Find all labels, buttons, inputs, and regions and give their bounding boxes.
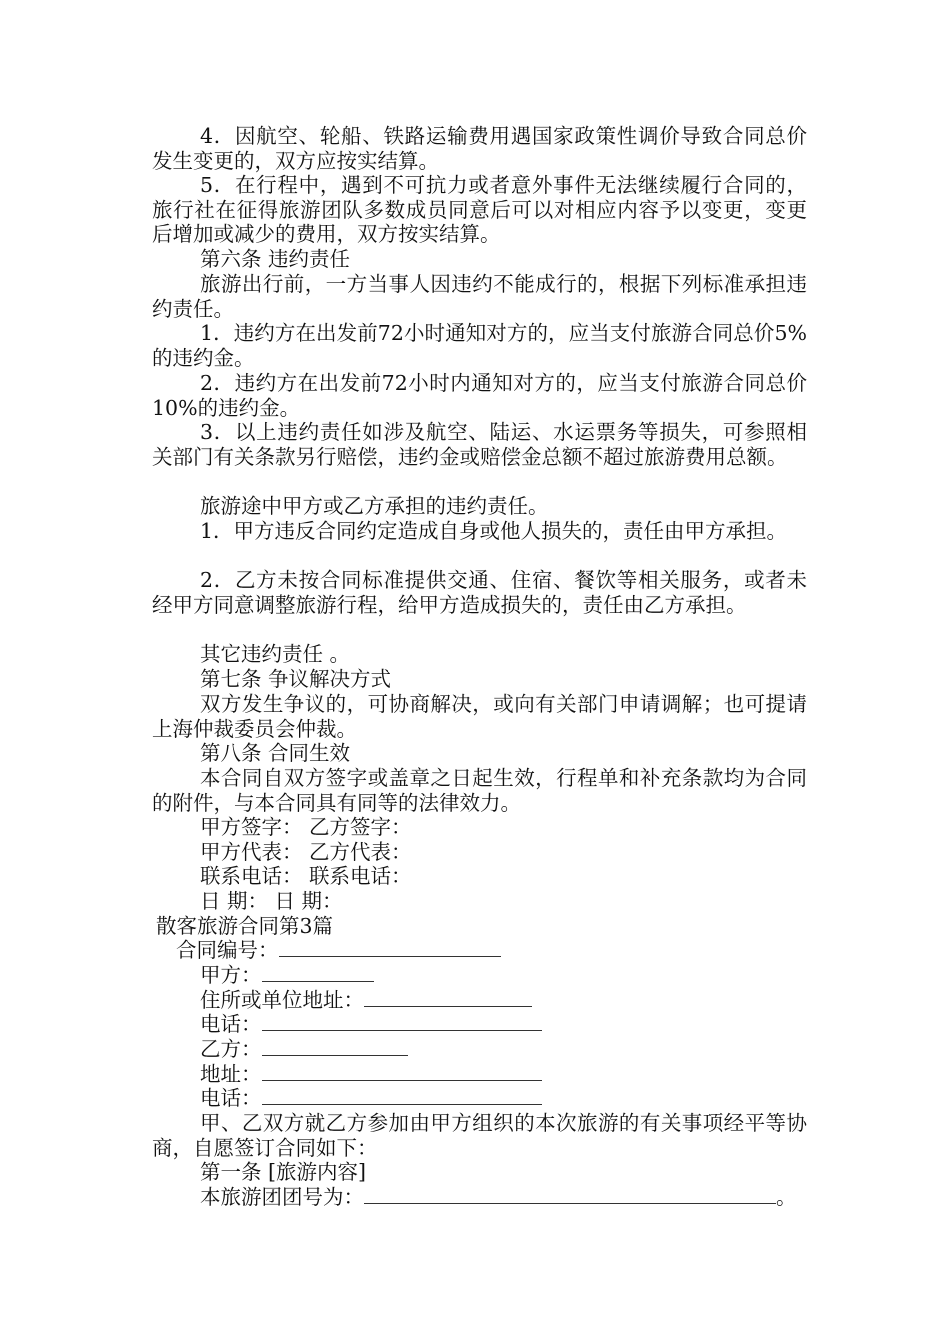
paragraph-clause-5-4: 4．因航空、轮船、铁路运输费用遇国家政策性调价导致合同总价发生变更的，双方应按实结算。 [152, 124, 807, 173]
field-phone-b [200, 1086, 542, 1111]
paragraph-agreement: 甲、乙双方就乙方参加由甲方组织的本次旅游的有关事项经平等协商，自愿签订合同如下： [152, 1111, 807, 1160]
paragraph-dispute: 双方发生争议的，可协商解决，或向有关部门申请调解；也可提请上海仲裁委员会仲裁。 [152, 692, 807, 741]
field-phone-a [200, 1012, 542, 1037]
party-a-blank [262, 963, 374, 982]
paragraph-in-trip-breach: 旅游途中甲方或乙方承担的违约责任。 [200, 494, 549, 518]
address-b-blank [262, 1062, 542, 1081]
contract-number-blank [279, 938, 501, 957]
paragraph-breach-1: 1．违约方在出发前72小时通知对方的，应当支付旅游合同总价5%的违约金。 [152, 321, 807, 370]
field-label: 电话： [200, 1086, 262, 1110]
heading-article-8: 第八条 合同生效 [200, 741, 351, 765]
paragraph-other-breach: 其它违约责任 。 [200, 642, 351, 666]
phone-a-blank [262, 1012, 542, 1031]
heading-article-1: 第一条 [旅游内容] [200, 1160, 367, 1184]
signature-line: 甲方签字： 乙方签字： [200, 815, 412, 839]
field-address-a [200, 988, 532, 1013]
field-label: 住所或单位地址： [200, 988, 364, 1012]
field-label: 合同编号： [176, 938, 279, 962]
party-b-blank [262, 1037, 408, 1056]
paragraph-clause-5-5: 5．在行程中，遇到不可抗力或者意外事件无法继续履行合同的，旅行社在征得旅游团队多数成员同意后可以对相应内容予以变更，变更后增加或减少的费用，双方按实结算。 [152, 173, 807, 247]
field-group-number [200, 1185, 797, 1210]
field-label: 本旅游团团号为： [200, 1185, 364, 1209]
paragraph-breach-3: 3．以上违约责任如涉及航空、陆运、水运票务等损失，可参照相关部门有关条款另行赔偿，违约金或赔偿金总额不超过旅游费用总额。 [152, 420, 807, 469]
contract-title: 散客旅游合同第3篇 [156, 914, 334, 938]
paragraph-party-b-breach: 2．乙方未按合同标准提供交通、住宿、餐饮等相关服务，或者未经甲方同意调整旅游行程，给甲方造成损失的，责任由乙方承担。 [152, 568, 807, 617]
field-label: 甲方： [200, 963, 262, 987]
phone-b-blank [262, 1086, 542, 1105]
field-label: 地址： [200, 1062, 262, 1086]
field-party-b [200, 1037, 408, 1062]
period: 。 [776, 1185, 797, 1209]
heading-article-6: 第六条 违约责任 [200, 247, 351, 271]
heading-article-7: 第七条 争议解决方式 [200, 667, 392, 691]
phone-line: 联系电话： 联系电话： [200, 864, 412, 888]
paragraph-pre-trip-breach: 旅游出行前，一方当事人因违约不能成行的，根据下列标准承担违约责任。 [152, 272, 807, 321]
field-label: 电话： [200, 1012, 262, 1036]
representative-line: 甲方代表： 乙方代表： [200, 840, 412, 864]
field-party-a [200, 963, 374, 988]
group-number-blank [364, 1185, 776, 1204]
paragraph-breach-2: 2．违约方在出发前72小时内通知对方的，应当支付旅游合同总价10%的违约金。 [152, 371, 807, 420]
field-address-b [200, 1062, 542, 1087]
field-label: 乙方： [200, 1037, 262, 1061]
field-contract-number [176, 938, 501, 963]
date-line: 日 期： 日 期： [200, 889, 343, 913]
address-a-blank [364, 988, 532, 1007]
paragraph-effect: 本合同自双方签字或盖章之日起生效，行程单和补充条款均为合同的附件，与本合同具有同等的法律效力。 [152, 766, 807, 815]
paragraph-party-a-breach: 1．甲方违反合同约定造成自身或他人损失的，责任由甲方承担。 [200, 519, 788, 543]
